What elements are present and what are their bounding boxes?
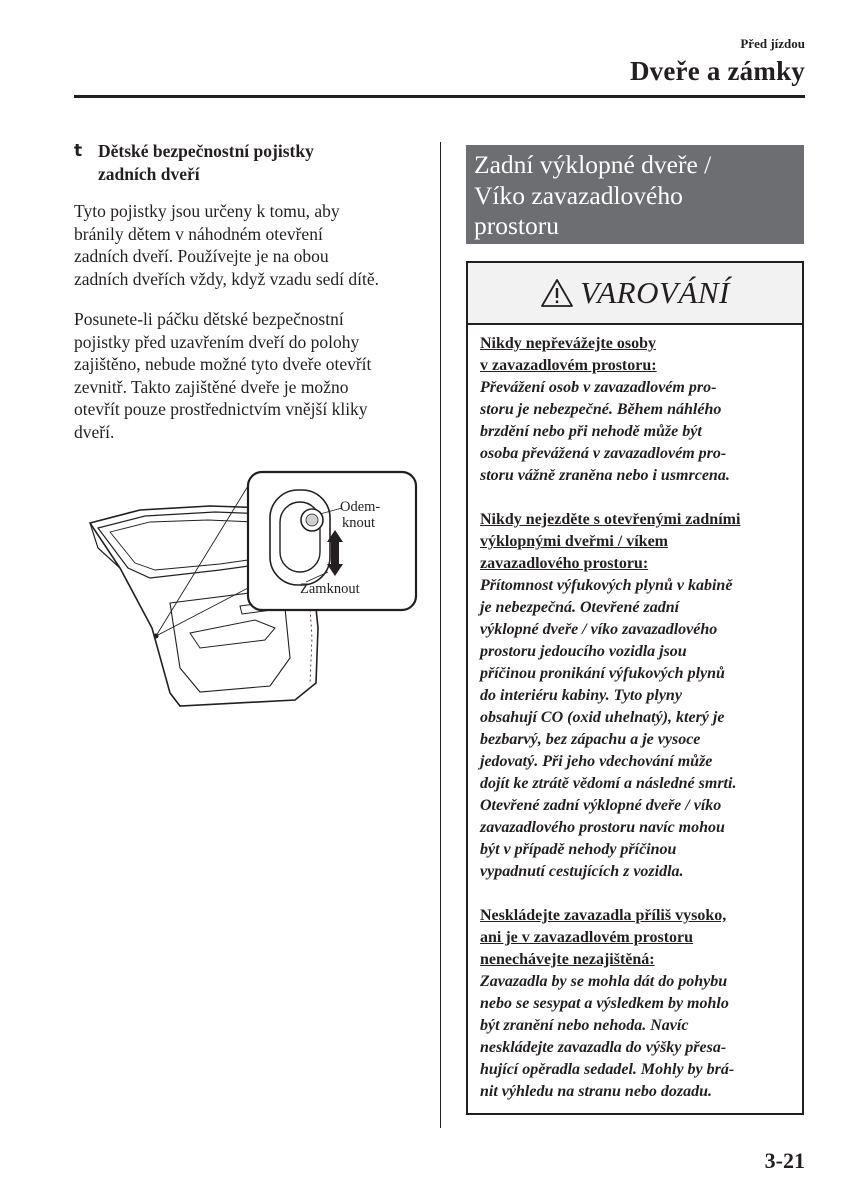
warning-title: VAROVÁNÍ	[580, 275, 730, 310]
warning-block: Nikdy nepřevážejte osoby v zavazadlovém prostoru: Převážení osob v zavazadlovém pro- storu je nebezpečné. Během náhlého brzdění nebo při nehodě může být osoba převážená v zavazadlovém pro- storu vážně zraněna nebo i usmrcena.	[480, 335, 730, 484]
door-armrest	[190, 620, 275, 648]
paragraph-usage: Posunete-li páčku dětské bezpečnostní pojistky před uzavřením dveří do polohy zajištěno, nebude možné tyto dveře otevřít zevnitř. Takto zajištěné dveře je možno otevřít pouze prostřednictvím vnější kliky dveří.	[74, 309, 372, 442]
door-lock-illustration	[80, 468, 420, 716]
callout-line	[156, 588, 248, 636]
section-title-box: Zadní výklopné dveře / Víko zavazadlového prostoru	[466, 145, 804, 244]
page-number: 3-21	[764, 1148, 805, 1173]
bullet-icon: t	[74, 141, 83, 161]
column-divider	[440, 142, 441, 1128]
left-column	[74, 140, 419, 443]
lock-plate	[270, 490, 330, 585]
warning-body	[468, 325, 802, 1103]
lock-lever-center	[306, 514, 318, 526]
warning-box	[466, 261, 804, 1115]
page-title: Dveře a zámky	[629, 56, 805, 86]
sub-heading-line: Dětské bezpečnostní pojistky	[98, 141, 314, 161]
label-lock: Zamknout	[300, 581, 360, 597]
warning-block: Nikdy nejezděte s otevřenými zadními výklopnými dveřmi / víkem zavazadlového prostoru: Přítomnost výfukových plynů v kabině je nebezpečná. Otevřené zadní výklopné dveře / víko zavazadlového prostoru jedoucího vozidla jsou příčinou pronikání výfukových plynů do interiéru kabiny. Tyto plyny obsahují CO (oxid uhelnatý), který je bezbarvý, bez zápachu a je vysoce jedovatý. Při jeho vdechování může dojít ke ztrátě vědomí a následné smrti. Otevřené zadní výklopné dveře / víko zavazadlového prostoru navíc mohou být v případě nehody příčinou vypadnutí cestujících z vozidla.	[480, 511, 741, 880]
label-unlock: knout	[342, 515, 376, 531]
label-unlock: Odem-	[340, 499, 381, 515]
warning-triangle-icon	[540, 278, 574, 308]
header-section-label: Před jízdou	[740, 36, 805, 51]
sub-heading	[74, 140, 419, 186]
sub-heading-line: zadních dveří	[98, 164, 200, 184]
paragraph-purpose: Tyto pojistky jsou určeny k tomu, aby bránily dětem v náhodném otevření zadních dveří. Používejte je na obou zadních dveřích vždy, když vzadu sedí dítě.	[74, 201, 380, 289]
header-rule	[74, 95, 805, 98]
warning-header	[468, 263, 802, 325]
warning-block: Neskládejte zavazadla příliš vysoko, ani je v zavazadlovém prostoru nenechávejte nezajištěná: Zavazadla by se mohla dát do pohybu nebo se sesypat a výsledkem by mohlo být zranění nebo nehoda. Navíc neskládejte zavazadla do výšky přesa- hující opěradla sedadel. Mohly by brá- nit výhledu na stranu nebo dozadu.	[480, 907, 735, 1100]
